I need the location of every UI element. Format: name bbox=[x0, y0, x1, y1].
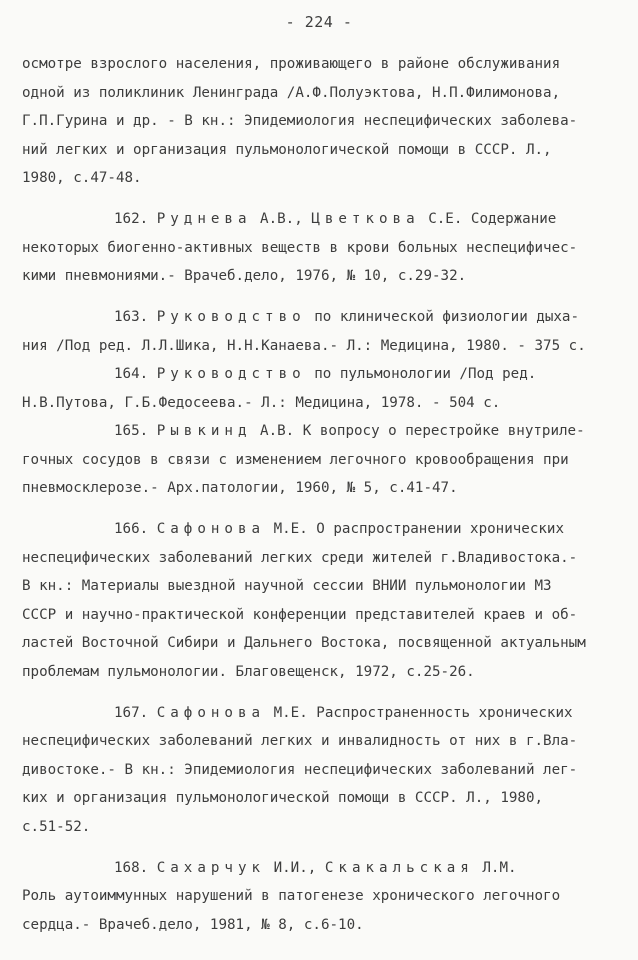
reference-entry-164 bbox=[22, 360, 592, 389]
text-line: Г.П.Гурина и др. - В кн.: Эпидемиология неспецифических заболева- bbox=[22, 113, 578, 129]
reference-entry-168 bbox=[22, 854, 592, 883]
text-line: ния /Под ред. Л.Л.Шика, Н.Н.Канаева.- Л.: Медицина, 1980. - 375 с. bbox=[22, 337, 586, 354]
page-number: - 224 - bbox=[285, 13, 353, 31]
text-line: ких и организация пульмонологической помощи в СССР. Л., 1980, bbox=[22, 790, 544, 806]
text-line: одной из поликлиник Ленинграда /А.Ф.Полуэктова, Н.П.Филимонова, bbox=[22, 84, 561, 101]
entry-title-start: по пульмонологии /Под ред. bbox=[305, 366, 537, 382]
entry-initials: А.В., bbox=[251, 211, 312, 227]
entry-coauthor: Скакальская bbox=[324, 859, 474, 876]
entry-author: Рывкинд bbox=[156, 423, 252, 439]
entry-title-start: М.Е. Распространенность хронических bbox=[265, 704, 573, 721]
text-line: осмотре взрослого населения, проживающего в районе обслуживания bbox=[22, 56, 561, 72]
reference-entry-166 bbox=[22, 515, 592, 544]
entry-author: Руднева bbox=[156, 211, 252, 227]
entry-initials: И.И., bbox=[265, 859, 325, 876]
reference-entry-167 bbox=[22, 699, 592, 728]
entry-number: 163. bbox=[114, 309, 149, 325]
reference-entry-162 bbox=[22, 205, 592, 234]
text-line: ластей Восточной Сибири и Дальнего Востока, посвященной актуальным bbox=[22, 635, 586, 651]
entry-author: Сафонова bbox=[156, 521, 266, 537]
text-line: некоторых биогенно-активных веществ в крови больных неспецифичес- bbox=[22, 239, 578, 256]
text-line: с.51-52. bbox=[22, 818, 91, 835]
text-line: проблемам пульмонологии. Благовещенск, 1972, с.25-26. bbox=[22, 663, 475, 680]
entry-number: 165. bbox=[114, 423, 149, 439]
text-line: ний легких и организация пульмонологической помощи в СССР. Л., bbox=[22, 141, 552, 158]
entry-number: 167. bbox=[114, 704, 149, 721]
entry-title-start: А.В. К вопросу о перестройке внутрилe- bbox=[251, 423, 585, 439]
entry-coauthor: Цветкова bbox=[311, 211, 420, 227]
text-line: дивостоке.- В кн.: Эпидемиология неспецифических заболеваний лег- bbox=[22, 761, 578, 778]
entry-number: 168. bbox=[114, 859, 149, 876]
text-line: сердца.- Врачеб.дело, 1981, № 8, с.6-10. bbox=[22, 916, 364, 933]
text-line: неспецифических заболеваний легких и инвалидность от них в г.Вла- bbox=[22, 733, 578, 749]
reference-entry-165 bbox=[22, 417, 592, 446]
entry-number: 164. bbox=[114, 366, 149, 382]
entry-number: 166. bbox=[114, 521, 149, 537]
entry-title-start: по клинической физиологии дыха- bbox=[305, 309, 580, 325]
entry-title-start: С.Е. Содержание bbox=[419, 211, 557, 227]
reference-entry-163 bbox=[22, 303, 592, 332]
text-line: В кн.: Материалы выездной научной сессии ВНИИ пульмонологии МЗ bbox=[22, 578, 552, 594]
bibliography-text bbox=[22, 50, 592, 939]
entry-author: Сафонова bbox=[156, 704, 266, 721]
text-line: Роль аутоиммунных нарушений в патогенезе хронического легочного bbox=[22, 888, 561, 904]
entry-author: Руководство bbox=[156, 309, 306, 325]
text-line: 1980, с.47-48. bbox=[22, 170, 142, 186]
text-line: кими пневмониями.- Врачеб.дело, 1976, № 10, с.29-32. bbox=[22, 268, 467, 284]
entry-author: Руководство bbox=[156, 366, 306, 382]
text-line: гочных сосудов в связи с изменением легочного кровообращения при bbox=[22, 451, 569, 468]
entry-initials: Л.М. bbox=[473, 859, 517, 876]
text-line: пневмосклерозе.- Арх.патологии, 1960, № 5, с.41-47. bbox=[22, 480, 458, 496]
entry-author: Сахарчук bbox=[156, 859, 266, 876]
text-line: неспецифических заболеваний легких среди жителей г.Владивостока.- bbox=[22, 549, 578, 566]
text-line: Н.В.Путова, Г.Б.Федосеева.- Л.: Медицина, 1978. - 504 с. bbox=[22, 394, 501, 411]
text-line: СССР и научно-практической конференции представителей краев и об- bbox=[22, 606, 578, 623]
entry-number: 162. bbox=[114, 211, 149, 227]
entry-title-start: М.Е. О распространении хронических bbox=[265, 521, 565, 537]
